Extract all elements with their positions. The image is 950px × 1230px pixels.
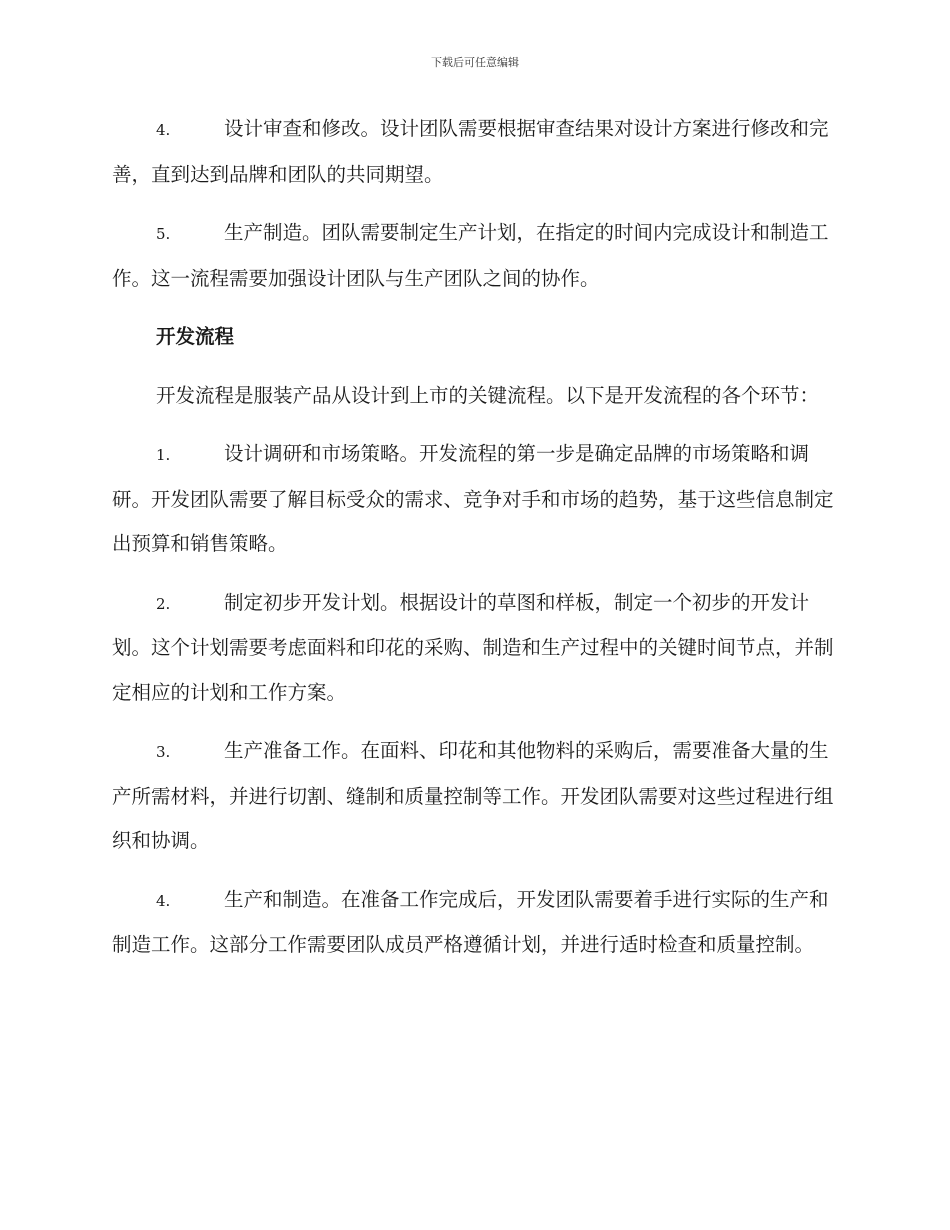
list-item: [112, 432, 834, 567]
list-item-number: 3.: [156, 743, 171, 761]
document-body: [112, 107, 834, 982]
section-heading: 开发流程: [156, 325, 235, 348]
list-item: [112, 211, 834, 301]
list-item: [112, 878, 834, 968]
list-item-text: 生产制造。团队需要制定生产计划，在指定的时间内完成设计和制造工作。这一流程需要加强设计团队与生产团队之间的协作。: [112, 221, 829, 290]
list-item-number: 5.: [156, 225, 171, 243]
list-item-text: 生产和制造。在准备工作完成后，开发团队需要着手进行实际的生产和制造工作。这部分工作需要团队成员严格遵循计划，并进行适时检查和质量控制。: [112, 887, 829, 956]
list-item-text: 生产准备工作。在面料、印花和其他物料的采购后，需要准备大量的生产所需材料，并进行切割、缝制和质量控制等工作。开发团队需要对这些过程进行组织和协调。: [112, 739, 834, 852]
list-item: [112, 729, 834, 864]
list-item: [112, 581, 834, 716]
list-item: [112, 107, 834, 197]
page-header: 下载后可任意编辑: [431, 56, 519, 69]
list-item-number: 1.: [156, 446, 171, 464]
section-intro: 开发流程是服装产品从设计到上市的关键流程。以下是开发流程的各个环节：: [156, 383, 820, 407]
list-item-number: 4.: [156, 891, 171, 910]
list-item-number: 2.: [156, 594, 171, 613]
list-item-text: 制定初步开发计划。根据设计的草图和样板，制定一个初步的开发计划。这个计划需要考虑面料和印花的采购、制造和生产过程中的关键时间节点，并制定相应的计划和工作方案。: [112, 590, 834, 704]
list-item-text: 设计调研和市场策略。开发流程的第一步是确定品牌的市场策略和调研。开发团队需要了解目标受众的需求、竞争对手和市场的趋势，基于这些信息制定出预算和销售策略。: [112, 442, 834, 555]
list-item-number: 4.: [156, 121, 171, 139]
list-item-text: 设计审查和修改。设计团队需要根据审查结果对设计方案进行修改和完善，直到达到品牌和团队的共同期望。: [112, 117, 829, 186]
